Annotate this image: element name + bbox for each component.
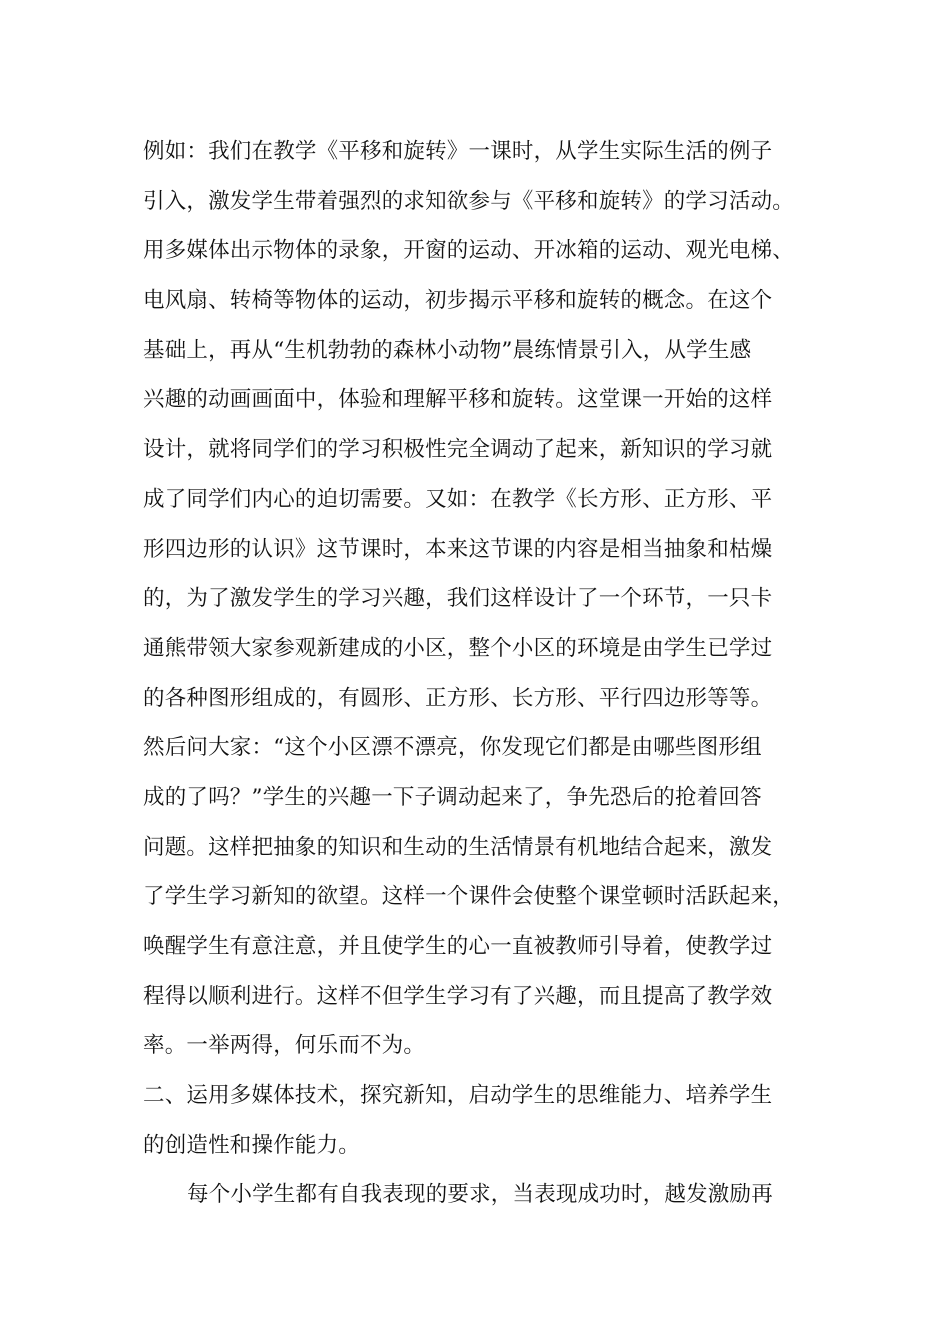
text-line-12: 的各种图形组成的，有圆形、正方形、长方形、平行四边形等等。 <box>143 685 773 711</box>
text-line-4: 电风扇、转椅等物体的运动，初步揭示平移和旋转的概念。在这个 <box>143 288 773 314</box>
text-line-14: 成的了吗？”学生的兴趣一下子调动起来了，争先恐后的抢着回答 <box>143 784 762 810</box>
text-line-13: 然后问大家：“这个小区漂不漂亮，你发现它们都是由哪些图形组 <box>143 735 762 761</box>
text-line-18: 程得以顺利进行。这样不但学生学习有了兴趣，而且提高了教学效 <box>143 983 773 1009</box>
text-line-17: 唤醒学生有意注意，并且使学生的心一直被教师引导着，使教学过 <box>143 934 773 959</box>
text-line-2: 引入，激发学生带着强烈的求知欲参与《平移和旋转》的学习活动。 <box>143 188 795 214</box>
section-heading-line-2: 的创造性和操作能力。 <box>143 1132 361 1158</box>
text-line-9: 形四边形的认识》这节课时，本来这节课的内容是相当抽象和枯燥 <box>143 536 773 562</box>
text-line-1: 例如：我们在教学《平移和旋转》一课时，从学生实际生活的例子 <box>143 139 773 164</box>
section-heading-line-1: 二、运用多媒体技术，探究新知，启动学生的思维能力、培养学生 <box>143 1083 773 1109</box>
body-text <box>143 127 833 1220</box>
text-line-15: 问题。这样把抽象的知识和生动的生活情景有机地结合起来，激发 <box>143 834 773 860</box>
text-line-7: 设计，就将同学们的学习积极性完全调动了起来，新知识的学习就 <box>143 437 773 463</box>
text-line-8: 成了同学们内心的迫切需要。又如：在教学《长方形、正方形、平 <box>143 486 773 512</box>
text-line-11: 通熊带领大家参观新建成的小区，整个小区的环境是由学生已学过 <box>143 635 773 661</box>
paragraph-start-line: 每个小学生都有自我表现的要求，当表现成功时，越发激励再 <box>187 1182 773 1208</box>
text-line-19: 率。一举两得，何乐而不为。 <box>143 1033 426 1059</box>
text-line-3: 用多媒体出示物体的录象，开窗的运动、开冰箱的运动、观光电梯、 <box>143 238 795 264</box>
text-line-6: 兴趣的动画画面中，体验和理解平移和旋转。这堂课一开始的这样 <box>143 387 773 413</box>
text-line-16: 了学生学习新知的欲望。这样一个课件会使整个课堂顿时活跃起来， <box>143 884 795 910</box>
text-line-10: 的，为了激发学生的学习兴趣，我们这样设计了一个环节，一只卡 <box>143 586 773 612</box>
text-line-5: 基础上，再从“生机勃勃的森林小动物”晨练情景引入，从学生感 <box>143 337 752 363</box>
